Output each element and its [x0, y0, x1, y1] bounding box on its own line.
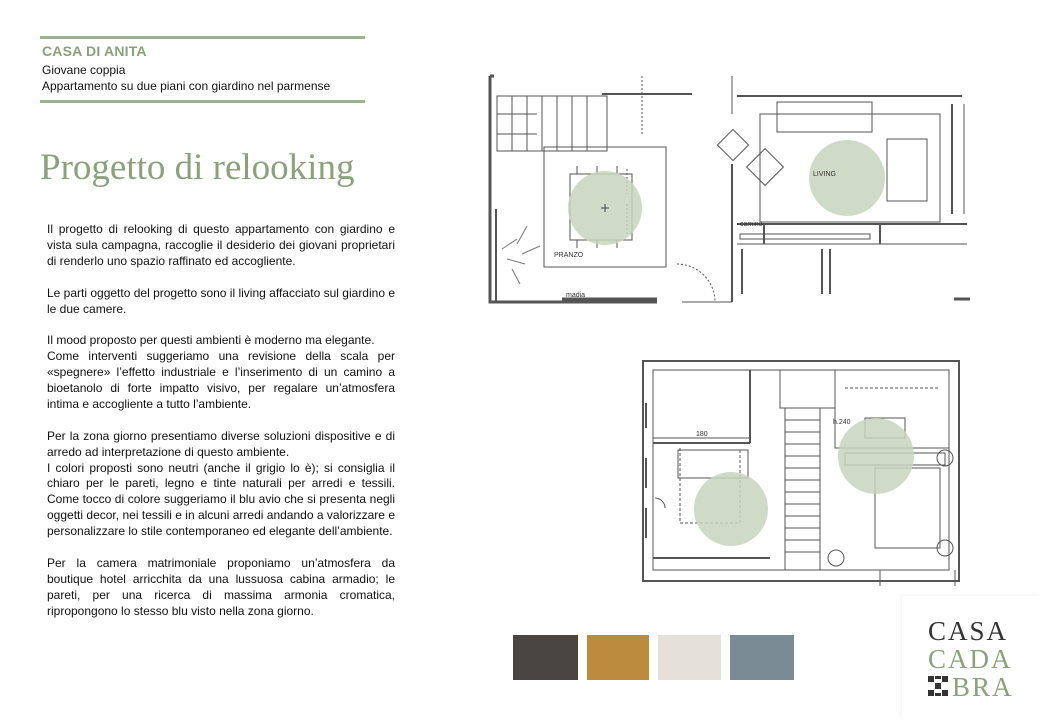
color-swatch-ochre [587, 635, 649, 680]
project-name: CASA DI ANITA [42, 43, 147, 59]
floor-plan-ground [482, 74, 972, 319]
paragraph: Come interventi suggeriamo una revisione della scala per «spegnere» l’effetto industriale e l’inserimento di un camino a bioetanolo di forte impatto visivo, per regalare un’atmosfera intima e accogliente a tutto l’ambiente. [47, 349, 395, 411]
bedroom-highlight [694, 472, 768, 546]
brand-logo [902, 596, 1040, 720]
label-madia: madia [566, 292, 586, 299]
color-swatch-cream [658, 635, 721, 680]
color-swatch-dark-grey [513, 635, 578, 680]
page-title: Progetto di relooking [40, 147, 355, 188]
color-swatch-blue-grey [730, 635, 794, 680]
header-top-rule [40, 36, 365, 39]
paragraph: Per la zona giorno presentiamo diverse soluzioni dispositive e di arredo ad interpretazione di questo ambiente. [47, 428, 395, 459]
logo-line-2: CADA [928, 644, 1013, 674]
paragraph: Il progetto di relooking di questo appartamento con giardino e vista sula campagna, raccoglie il desiderio dei giovani proprietari di renderlo uno spazio raffinato ed accogliente. [47, 222, 395, 268]
height-label: h.240 [833, 419, 851, 426]
paragraph: Le parti oggetto del progetto sono il living affacciato sul giardino e le due camere. [47, 285, 396, 316]
dimension-label: 180 [696, 431, 708, 438]
label-camino: camino [740, 221, 763, 228]
paragraph: Il mood proposto per questi ambienti è moderno ma elegante. [47, 333, 375, 348]
description-text [47, 222, 395, 620]
project-client: Giovane coppia [42, 63, 126, 77]
paragraph: I colori proposti sono neutri (anche il grigio lo è); si consiglia il chiaro per le pareti, legno e tinte naturali per arredi e tessili. Come tocco di colore suggeriamo il blu avio che si presenta negli oggetti decor, nei tessili e in alcuni arredi andando a valorizzare e personalizzare lo stile contemporaneo ed elegante dell’ambiente. [47, 460, 395, 539]
master-bedroom-highlight [838, 418, 914, 494]
paragraph: Per la camera matrimoniale proponiamo un’atmosfera da boutique hotel arricchita da una lussuosa cabina armadio; le pareti, per una ricerca di massima armonia cromatica, ripropongono lo stesso blu visto nella zona giorno. [47, 555, 395, 618]
logo-line-1: CASA [928, 616, 1009, 646]
floor-plan-upper [640, 358, 970, 586]
logo-line-3: BRA [952, 672, 1014, 702]
header-bottom-rule [40, 100, 365, 103]
living-highlight [809, 140, 885, 216]
room-label-living: LIVING [813, 171, 836, 178]
room-label-pranzo: PRANZO [554, 252, 584, 259]
project-description: Appartamento su due piani con giardino nel parmense [42, 79, 331, 93]
logo-ornament-icon [928, 676, 948, 696]
